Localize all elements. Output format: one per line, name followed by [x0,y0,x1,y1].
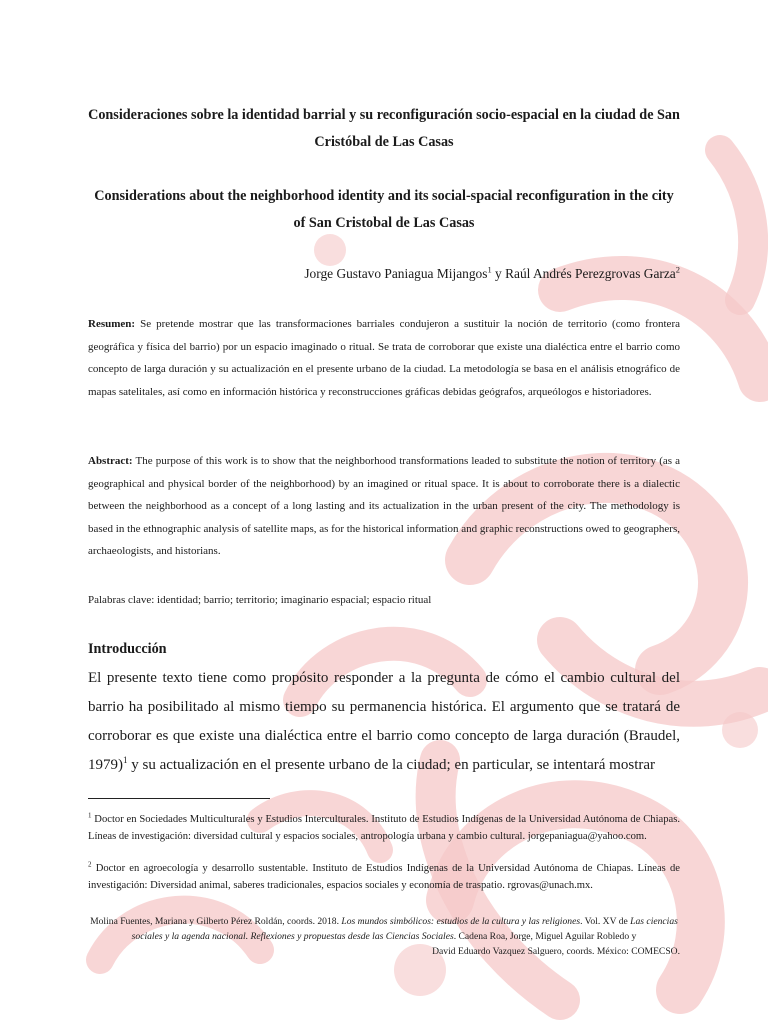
authors-line [304,266,680,282]
introduccion-body [88,664,680,780]
author-1: Jorge Gustavo Paniagua Mijangos [304,266,488,281]
citation-last-line: David Eduardo Vazquez Salguero, coords. México: COMECSO. [432,945,680,957]
author-1-footnote-ref[interactable]: 1 [487,264,492,275]
footnote-1 [88,812,680,845]
abstract-text: The purpose of this work is to show that the neighborhood transformations leaded to substitute the notion of territory (as a geographical and physical border of the neighborhood) by an imagined or ritual space. It is about to corroborate there is a dialectic between the neighborhood as a concept of a long lasting and its actualization in the urban present of the city. The methodology is based in the ethnographic analysis of satellite maps, as for the historical information and graphic reconstructions owed to geographers, archaeologists, and historians. [88,455,680,557]
footnote-2 [88,861,680,894]
intro-text-part-1: El presente texto tiene como propósito responder a la pregunta de cómo el cambio cultural del barrio ha posibilitado al mismo tiempo su permanencia histórica. El argumento que se tratará de corroborar es que existe una dialéctica entre el barrio como concepto de larga duración (Braudel, 1979) [88,670,680,773]
author-2-footnote-ref[interactable]: 2 [675,264,680,275]
title-english: Considerations about the neighborhood identity and its social-spacial reconfiguration in the city of San Cristobal de Las Casas [94,188,674,231]
footnote-separator [88,798,270,799]
keywords-line: Palabras clave: identidad; barrio; territorio; imaginario espacial; espacio ritual [88,594,432,606]
introduccion-heading: Introducción [88,641,167,657]
intro-text-part-2: y su actualización en el presente urbano de la ciudad; en particular, se intentará mostrar [127,757,656,773]
citation-part-1: Molina Fuentes, Mariana y Gilberto Pérez Roldán, coords. 2018. [90,916,342,927]
footnote-1-number: 1 [88,811,92,820]
abstract-paragraph [88,450,680,563]
citation-series-title: Las ciencias sociales y la agenda nacional. Reflexiones y propuestas desde las Ciencias Sociales [131,916,678,942]
footnote-1-text: Doctor en Sociedades Multiculturales y Estudios Interculturales. Instituto de Estudios Indígenas de la Universidad Autónoma de Chiapas. Líneas de investigación: diversidad cultural y espacios sociales, antropología urbana y cambio cultural. jorgepaniagua@yahoo.com. [88,814,680,842]
resumen-text: Se pretende mostrar que las transformaciones barriales condujeron a sustituir la noción de territorio (como frontera geográfica y física del barrio) por un espacio imaginado o ritual. Se trata de corroborar que existe una dialéctica entre el barrio como concepto de larga duración y su actualización en el presente urbano de la ciudad. La metodología se basa en el análisis etnográfico de mapas satelitales, así como en información histórica y reconstrucciones gráficas debidas geógrafos, arqueólogos e historiadores. [88,318,680,398]
abstract-label: Abstract: [88,455,133,467]
footnote-2-text: Doctor en agroecología y desarrollo sustentable. Instituto de Estudios Indígenas de la Universidad Autónoma de Chiapas. Líneas de investigación: Diversidad animal, saberes tradicionales, espacios sociales y economía de traspatio. rgrovas@unach.mx. [88,863,680,891]
intro-footnote-ref[interactable]: 1 [123,755,128,765]
citation-part-3: . Vol. XV de [580,916,631,927]
footnote-2-number: 2 [88,860,92,869]
author-2: Raúl Andrés Perezgrovas Garza [505,266,676,281]
citation-part-5: . Cadena Roa, Jorge, Miguel Aguilar Robledo y [453,930,637,942]
resumen-paragraph [88,313,680,403]
citation-book-title: Los mundos simbólicos: estudios de la cultura y las religiones [341,916,581,927]
citation-footer [88,915,680,959]
title-spanish: Consideraciones sobre la identidad barrial y su reconfiguración socio-espacial en la ciudad de San Cristóbal de Las Casas [88,107,680,150]
authors-connector: y [491,266,506,281]
resumen-label: Resumen: [88,318,136,330]
